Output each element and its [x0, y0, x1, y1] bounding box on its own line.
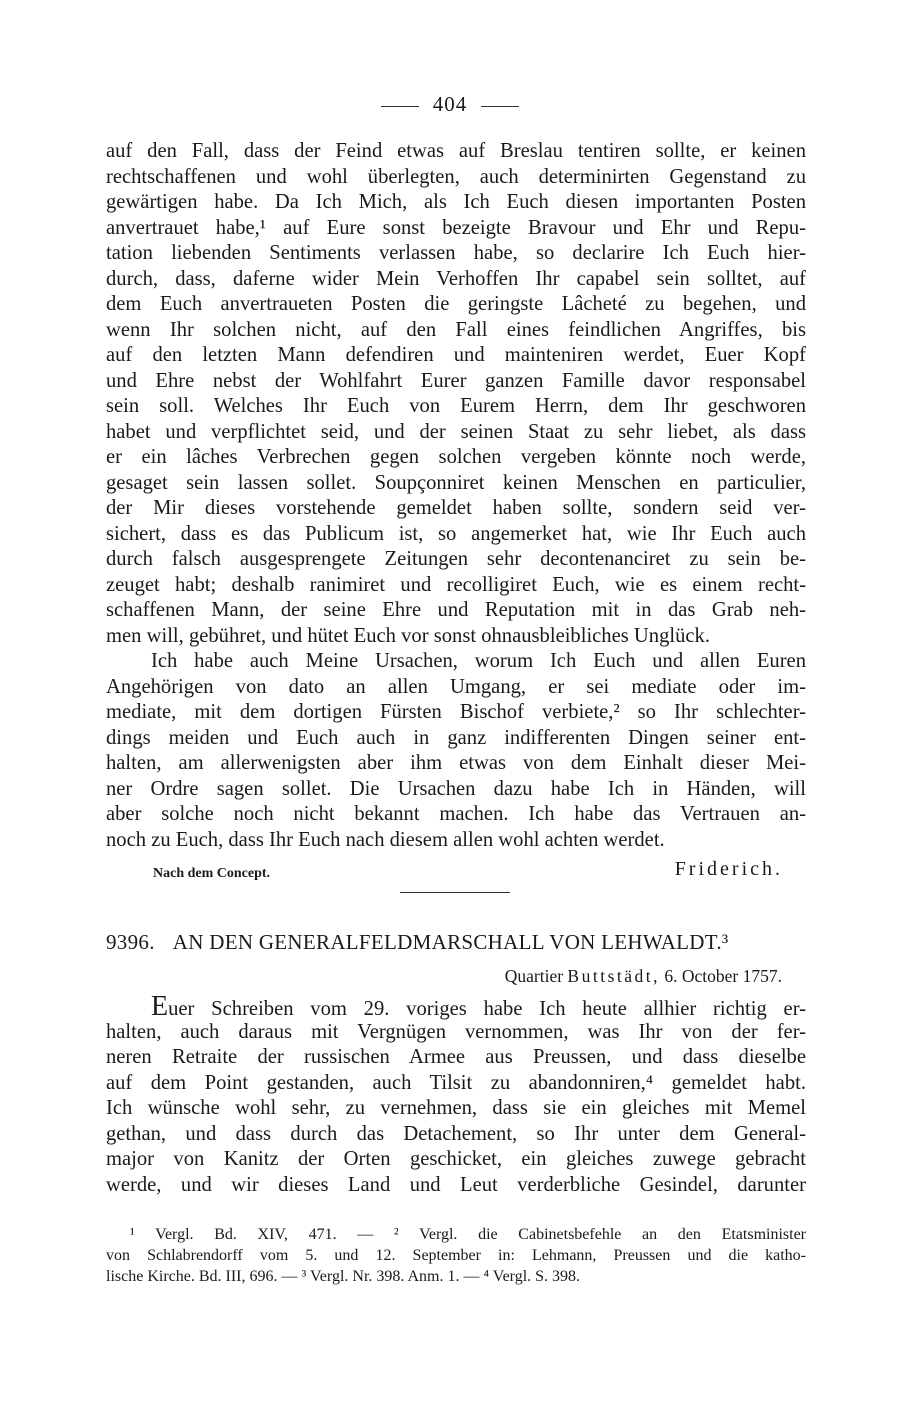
text-line: auf den Fall, dass der Feind etwas auf Breslau tentiren sollte, er keinen	[106, 140, 806, 162]
text-line: er ein lâches Verbrechen gegen solchen vergeben könnte noch werde,	[106, 446, 806, 468]
text-line: Ich wünsche wohl sehr, zu vernehmen, dass sie ein gleiches mit Memel	[106, 1097, 806, 1119]
text-line: schaffenen Mann, der seine Ehre und Reputation mit in das Grab neh-	[106, 599, 806, 621]
section-divider	[400, 892, 510, 893]
footnote-line: lische Kirche. Bd. III, 696. — ³ Vergl. Nr. 398. Anm. 1. — ⁴ Vergl. S. 398.	[106, 1268, 581, 1285]
text-line: zeuget habt; deshalb ranimiret und recolligiret Euch, wie es einem recht-	[106, 573, 806, 596]
text-line: durch falsch ausgesprengete Zeitungen sehr decontenanciret zu sein be-	[106, 548, 806, 570]
text-line: tation liebenden Sentiments verlassen habe, so declarire Ich Euch hier-	[106, 242, 806, 264]
place-prefix: Quartier	[504, 966, 564, 986]
text-line: rechtschaffenen und wohl überlegten, auch determinirten Gegenstand zu	[106, 165, 806, 188]
signature: Friderich.	[674, 858, 783, 880]
letter-number: 9396.	[106, 930, 155, 954]
page-number-dash-right	[481, 106, 519, 107]
text-line: ner Ordre sagen sollet. Die Ursachen dazu habe Ich in Händen, will	[106, 777, 806, 800]
text-line: auf den letzten Mann defendiren und mainteniren werdet, Euer Kopf	[106, 344, 806, 366]
text-line: der Mir dieses vorstehende gemeldet haben sollte, sondern seid ver-	[106, 497, 806, 519]
footnotes	[106, 1224, 806, 1287]
text-line: major von Kanitz der Orten geschicket, ein gleiches zuwege gebracht	[106, 1148, 806, 1170]
text-line: noch zu Euch, dass Ihr Euch nach diesem allen wohl achten werdet.	[106, 828, 665, 851]
text-line: und Ehre nebst der Wohlfahrt Eurer ganzen Famille davor responsabel	[106, 369, 806, 392]
place-date	[505, 966, 782, 987]
letter-heading	[106, 930, 806, 955]
text-line: werde, und wir dieses Land und Leut verderbliche Gesindel, darunter	[106, 1173, 806, 1196]
page-number-text: 404	[432, 92, 468, 116]
text-line: sichert, dass es das Publicum ist, so angemerket hat, wie Ihr Euch auch	[106, 522, 806, 545]
text-line: men will, gebühret, und hütet Euch vor sonst ohnausbleibliches Unglück.	[106, 624, 710, 647]
text-line	[106, 991, 806, 1022]
text-line: aber solche noch nicht bekannt machen. Ich habe das Vertrauen an-	[106, 803, 806, 825]
initial-letter: E	[151, 991, 169, 1022]
footnote-line: von Schlabrendorff vom 5. und 12. September in: Lehmann, Preussen und die katho-	[106, 1247, 806, 1264]
page-number-dash-left	[381, 106, 419, 107]
page-number	[0, 92, 900, 117]
text-line: wenn Ihr solchen nicht, auf den Fall eines feindlichen Angriffes, bis	[106, 318, 806, 341]
text-line: gethan, und dass durch das Detachement, so Ihr unter dem General-	[106, 1122, 806, 1145]
first-line-rest: uer Schreiben vom 29. voriges habe Ich heute allhier richtig er-	[168, 998, 806, 1020]
text-line: mediate, mit dem dortigen Fürsten Bischof verbiete,² so Ihr schlechter-	[106, 701, 806, 723]
letter-closing	[153, 858, 783, 888]
place-name: Buttstädt,	[567, 966, 660, 986]
text-line: Ich habe auch Meine Ursachen, worum Ich Euch und allen Euren	[151, 650, 806, 672]
text-line: sein soll. Welches Ihr Euch von Eurem Herrn, dem Ihr geschworen	[106, 395, 806, 417]
text-line: dings meiden und Euch auch in ganz indifferenten Dingen seiner ent-	[106, 726, 806, 749]
text-line: habet und verpflichtet seid, und der seinen Staat zu sehr liebet, als dass	[106, 420, 806, 443]
text-line: dem Euch anvertraueten Posten die geringste Lâcheté zu begehen, und	[106, 293, 806, 315]
letter-continuation	[106, 139, 806, 853]
source-note: Nach dem Concept.	[153, 866, 271, 881]
text-line: durch, dass, daferne wider Mein Verhoffen Ihr capabel sein solltet, auf	[106, 267, 806, 290]
text-line: halten, auch daraus mit Vergnügen vernommen, was Ihr von der fer-	[106, 1020, 806, 1043]
text-line: halten, am allerwenigsten aber ihm etwas von dem Einhalt dieser Mei-	[106, 752, 806, 774]
letter-body	[106, 991, 806, 1198]
text-line: Angehörigen von dato an allen Umgang, er sei mediate oder im-	[106, 675, 806, 698]
text-line: gewärtigen habe. Da Ich Mich, als Ich Euch diesen importanten Posten	[106, 191, 806, 213]
date-text: 6. October 1757.	[664, 966, 782, 986]
text-line: anvertrauet habe,¹ auf Eure sonst bezeigte Bravour und Ehr und Repu-	[106, 216, 806, 239]
footnote-line: ¹ Vergl. Bd. XIV, 471. — ² Vergl. die Cabinetsbefehle an den Etatsminister	[130, 1226, 806, 1243]
text-line: neren Retraite der russischen Armee aus Preussen, und dass dieselbe	[106, 1046, 806, 1068]
letter-title: AN DEN GENERALFELDMARSCHALL VON LEHWALDT.³	[172, 930, 729, 954]
text-line: auf dem Point gestanden, auch Tilsit zu abandonniren,⁴ gemeldet habt.	[106, 1071, 806, 1094]
text-line: gesaget sein lassen sollet. Soupçonniret keinen Menschen en particulier,	[106, 471, 806, 494]
